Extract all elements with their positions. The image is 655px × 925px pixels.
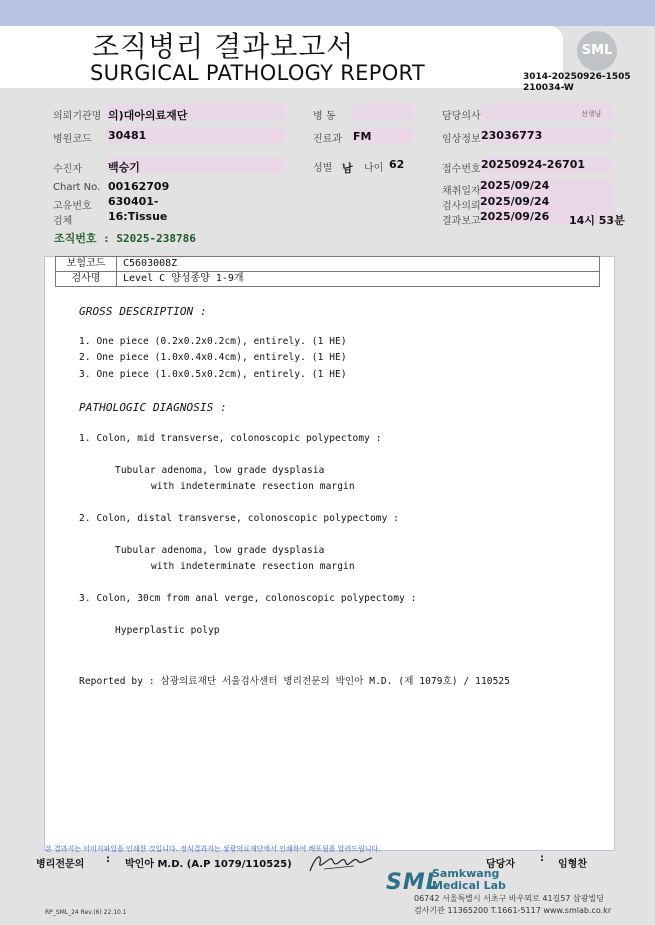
dept-value: FM [353, 130, 372, 143]
ward-pill [350, 104, 414, 121]
patient-label: 수진자 [53, 164, 82, 175]
collected-label: 채취일자 [442, 186, 481, 197]
diagnosis-3-site: 3. Colon, 30cm from anal verge, colonoscopic polypectomy : [79, 593, 417, 604]
hospital-code-label: 병원코드 [53, 134, 92, 145]
gross-description-title: GROSS DESCRIPTION : [79, 305, 207, 318]
diagnosis-1-margin: with indeterminate resection margin [151, 481, 355, 492]
company-address: 06742 서울특별시 서초구 바우뫼로 41길57 삼광빌딩 [414, 894, 604, 903]
diagnosis-1-finding: Tubular adenoma, low grade dysplasia [115, 465, 325, 476]
hospital-code-value: 30481 [108, 129, 147, 142]
requester-label: 의뢰기관명 [53, 111, 102, 122]
pathologist-colon: : [106, 854, 110, 865]
test-name-row [56, 272, 600, 287]
form-code: RP_SML_24 Rev.(6) 22.10.1 [45, 909, 127, 916]
gross-line-2: 2. One piece (1.0x0.4x0.4cm), entirely. (1 HE) [79, 352, 347, 363]
test-name-label: 검사명 [56, 272, 117, 287]
pathologist-label: 병리전문의 [36, 859, 85, 870]
diagnosis-2-margin: with indeterminate resection margin [151, 561, 355, 572]
document-number-suffix: 210034-W [523, 83, 574, 93]
sex-label: 성별 [313, 163, 333, 174]
pathologist-value: 박인아 M.D. (A.P 1079/110525) [125, 859, 292, 870]
insurance-value: C5603008Z [117, 257, 600, 272]
insurance-row [56, 257, 600, 272]
gross-line-3: 3. One piece (1.0x0.5x0.2cm), entirely. (1 HE) [79, 369, 347, 380]
staff-colon: : [540, 853, 544, 864]
diagnosis-2-finding: Tubular adenoma, low grade dysplasia [115, 545, 325, 556]
ward-label: 병 동 [313, 111, 336, 122]
clinical-label: 임상정보 [442, 134, 481, 145]
doctor-label: 담당의사 [442, 111, 481, 122]
staff-label: 담당자 [486, 859, 515, 870]
diagnosis-3-finding: Hyperplastic polyp [115, 625, 220, 636]
report-title-english: SURGICAL PATHOLOGY REPORT [90, 61, 426, 85]
requested-label: 검사의뢰 [442, 201, 481, 212]
notice-text: 본 결과지는 이미지파일을 인쇄한 것입니다. 정식결과지는 삼광의료재단에서 인쇄하여 배포됨을 알려드립니다. [45, 845, 381, 853]
company-name [432, 868, 506, 892]
company-contact: 검사기관 11365200 T.1661-5117 www.smlab.co.kr [414, 906, 612, 915]
receipt-value: 20250924-26701 [481, 158, 586, 171]
test-code-table [55, 256, 600, 287]
gross-line-1: 1. One piece (0.2x0.2x0.2cm), entirely. (1 HE) [79, 336, 347, 347]
document-number: 3014-20250926-1505 [523, 72, 631, 82]
sex-value: 남 [342, 162, 353, 175]
insurance-label: 보험코드 [56, 257, 117, 272]
requested-value: 2025/09/24 [480, 195, 550, 208]
id-value: 630401- [108, 195, 159, 208]
reported-by: Reported by : 삼광의료재단 서울검사센터 병리전문의 박인아 M.D. (제 1079호) / 110525 [79, 676, 511, 687]
reported-time: 14시 53분 [569, 214, 625, 227]
reported-value: 2025/09/26 [480, 210, 550, 223]
specimen-id: 조직번호 : S2025-238786 [54, 232, 196, 245]
report-title-korean: 조직병리 결과보고서 [92, 30, 355, 63]
signature [306, 849, 376, 877]
collected-value: 2025/09/24 [480, 179, 550, 192]
age-label: 나이 [364, 163, 384, 174]
reported-label: 결과보고 [442, 216, 481, 227]
pathologic-diagnosis-title: PATHOLOGIC DIAGNOSIS : [79, 401, 227, 414]
age-value: 62 [389, 158, 405, 171]
receipt-label: 접수번호 [442, 164, 481, 175]
staff-value: 임형찬 [558, 859, 587, 870]
requester-value: 의)대아의료재단 [108, 109, 188, 122]
company-name-line-1: Samkwang [432, 867, 500, 880]
chart-label: Chart No. [53, 182, 101, 193]
sml-logo-badge: SML [577, 31, 617, 71]
id-label: 고유번호 [53, 201, 92, 212]
doctor-suffix: 선생님 [581, 110, 602, 118]
patient-value: 백승기 [108, 161, 140, 174]
diagnosis-1-site: 1. Colon, mid transverse, colonoscopic polypectomy : [79, 433, 382, 444]
dept-label: 진료과 [313, 134, 342, 145]
company-name-line-2: Medical Lab [432, 879, 506, 892]
chart-value: 00162709 [108, 180, 170, 193]
top-band [0, 0, 655, 26]
specimen-label: 검체 [53, 216, 73, 227]
sml-logo: SML [386, 870, 441, 895]
clinical-value: 23036773 [481, 129, 543, 142]
specimen-value: 16:Tissue [108, 210, 168, 223]
test-name-value: Level C 양성종양 1-9개 [117, 272, 600, 287]
diagnosis-2-site: 2. Colon, distal transverse, colonoscopic polypectomy : [79, 513, 400, 524]
